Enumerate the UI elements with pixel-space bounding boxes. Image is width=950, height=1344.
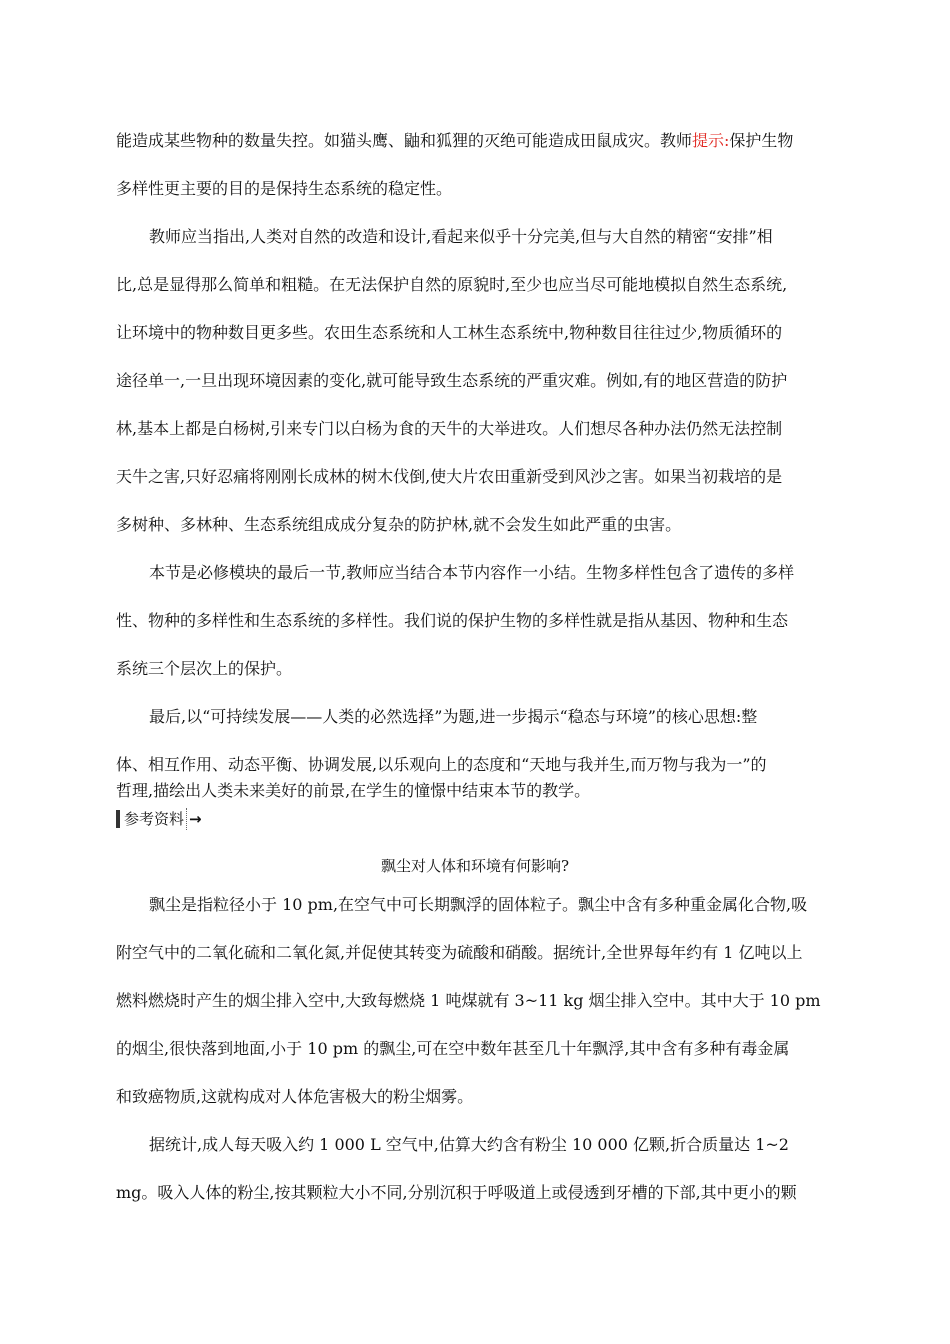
paragraph-line	[116, 130, 836, 152]
paragraph-line: 多树种、多林种、生态系统组成成分复杂的防护林,就不会发生如此严重的虫害。	[116, 515, 682, 534]
paragraph-line: 附空气中的二氧化硫和二氧化氮,并促使其转变为硫酸和硝酸。据统计,全世界每年约有 1 亿吨以上	[116, 943, 803, 962]
paragraph-line: 比,总是显得那么简单和粗糙。在无法保护自然的原貌时,至少也应当尽可能地模拟自然生态系统,	[116, 275, 788, 294]
paragraph-line: 教师应当指出,人类对自然的改造和设计,看起来似乎十分完美,但与大自然的精密“安排”相	[149, 227, 773, 246]
paragraph-line: 和致癌物质,这就构成对人体危害极大的粉尘烟雾。	[116, 1087, 474, 1106]
paragraph-line: 体、相互作用、动态平衡、协调发展,以乐观向上的态度和“天地与我并生,而万物与我为一”的	[116, 755, 767, 774]
reference-label: 参考资料	[124, 810, 185, 828]
paragraph-line: 本节是必修模块的最后一节,教师应当结合本节内容作一小结。生物多样性包含了遗传的多样	[149, 563, 795, 582]
paragraph-line: 飘尘是指粒径小于 10 pm,在空气中可长期飘浮的固体粒子。飘尘中含有多种重金属化合物,吸	[149, 895, 808, 914]
reference-heading	[116, 808, 202, 830]
paragraph-line: 性、物种的多样性和生态系统的多样性。我们说的保护生物的多样性就是指从基因、物种和生态	[116, 611, 789, 630]
paragraph-line: mg。吸入人体的粉尘,按其颗粒大小不同,分别沉积于呼吸道上或侵透到牙槽的下部,其中更小的颗	[116, 1183, 797, 1202]
paragraph-line: 最后,以“可持续发展——人类的必然选择”为题,进一步揭示“稳态与环境”的核心思想:整	[149, 707, 758, 726]
paragraph-line: 哲理,描绘出人类未来美好的前景,在学生的憧憬中结束本节的教学。	[116, 781, 591, 800]
paragraph-line: 据统计,成人每天吸入约 1 000 L 空气中,估算大约含有粉尘 10 000 亿颗,折合质量达 1~2	[149, 1135, 789, 1154]
arrow-right-icon: →	[186, 808, 202, 830]
paragraph-line: 系统三个层次上的保护。	[116, 659, 293, 678]
paragraph-line: 途径单一,一旦出现环境因素的变化,就可能导致生态系统的严重灾难。例如,有的地区营造的防护	[116, 371, 788, 390]
article-title: 飘尘对人体和环境有何影响?	[380, 857, 570, 875]
reference-marker-icon	[116, 810, 120, 828]
paragraph-line: 多样性更主要的目的是保持生态系统的稳定性。	[116, 179, 453, 198]
paragraph-line: 让环境中的物种数目更多些。农田生态系统和人工林生态系统中,物种数目往往过少,物质循环的	[116, 323, 783, 342]
paragraph-line: 天牛之害,只好忍痛将刚刚长成林的树木伐倒,使大片农田重新受到风沙之害。如果当初栽培的是	[116, 467, 783, 486]
text-segment: 能造成某些物种的数量失控。如猫头鹰、鼬和狐狸的灭绝可能造成田鼠成灾。教师	[116, 131, 693, 150]
paragraph-line: 的烟尘,很快落到地面,小于 10 pm 的飘尘,可在空中数年甚至几十年飘浮,其中含有多种有毒金属	[116, 1039, 790, 1058]
paragraph-line: 燃料燃烧时产生的烟尘排入空中,大致每燃烧 1 吨煤就有 3~11 kg 烟尘排入空中。其中大于 10 pm	[116, 991, 821, 1010]
text-segment: 保护生物	[729, 131, 794, 150]
paragraph-line: 林,基本上都是白杨树,引来专门以白杨为食的天牛的大举进攻。人们想尽各种办法仍然无法控制	[116, 419, 783, 438]
hint-label: 提示:	[692, 131, 730, 150]
